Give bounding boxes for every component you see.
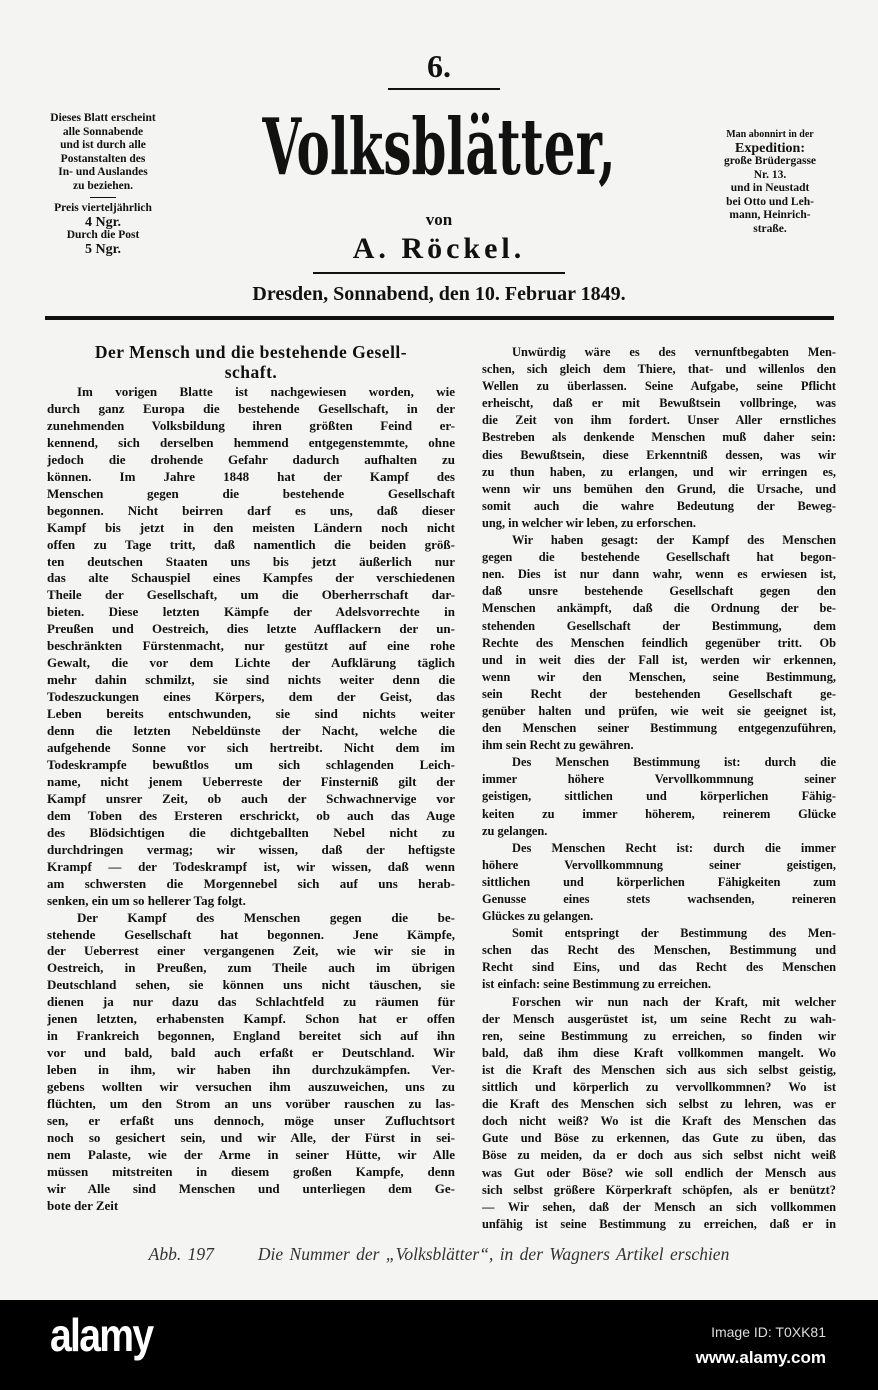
text-line: Gute und Böse zu erkennen, das Gute zu üben, das bbox=[482, 1131, 836, 1146]
text-line: begonnen. Nicht beirren darf es uns, daß dieser bbox=[47, 502, 455, 518]
text-line: daß unsre bestehende Gesellschaft gegen den bbox=[482, 584, 836, 599]
notice-line: Dieses Blatt erscheint bbox=[50, 112, 156, 124]
text-line: Wellen zu überlassen. Seine Aufgabe, seine Pflicht bbox=[482, 379, 836, 394]
text-line: müssen mitstreiten in diesem großen Kampfe, denn bbox=[47, 1163, 455, 1179]
text-line: ihm sein Recht zu gewähren. bbox=[482, 738, 634, 753]
text-line: geistigen, sittlichen und körperlichen Fähig- bbox=[482, 789, 836, 804]
text-line: den Menschen seiner Bestimmung entgegenzuführen, bbox=[482, 721, 836, 736]
text-line: der Ueberrest einer vergangenen Zeit, wie wir sie in bbox=[47, 943, 455, 959]
text-line: jedoch die drohende Gefahr dadurch aufhalten zu bbox=[47, 451, 455, 467]
subscription-notice bbox=[28, 112, 178, 256]
text-line: ist die Kraft des Menschen sich aus sich selbst geistig, bbox=[482, 1062, 836, 1077]
text-line: ten deutschen Staaten uns bis jetzt äußerlich nur bbox=[47, 553, 455, 569]
text-line: sittlich und körperlich zu vervollkommnen? Wo ist bbox=[482, 1080, 836, 1095]
caption-text: Die Nummer der „Volksblätter“, in der Wagners Artikel erschien bbox=[257, 1244, 730, 1264]
caption-label: Abb. 197 bbox=[148, 1244, 214, 1264]
text-line: bieten. Diese letzten Kämpfe der Adelsvorrechte in bbox=[47, 604, 455, 620]
notice-line: Postanstalten des bbox=[60, 152, 146, 165]
notice-divider bbox=[90, 197, 116, 198]
text-line: genüber halten und prüfen, wie weit sie geeignet ist, bbox=[482, 703, 836, 718]
text-line: zu gelangen. bbox=[482, 823, 548, 838]
text-line: name, nicht jenem Ueberreste der Finsterniß gilt der bbox=[47, 773, 455, 789]
paragraph bbox=[47, 910, 455, 1215]
text-line: und in weit dies der Fall ist, werden wir erkennen, bbox=[482, 652, 836, 667]
text-line: — Wir sehen, daß der Mensch an sich vollkommen bbox=[482, 1199, 836, 1214]
text-line: doch nicht weiß? Wo ist die Kraft des Menschen das bbox=[482, 1114, 836, 1129]
text-line: Kampf unsrer Zeit, ob auch der Schwachnervige vor bbox=[47, 790, 455, 806]
post-price: 5 Ngr. bbox=[84, 241, 122, 257]
alamy-logo: alamy bbox=[50, 1309, 153, 1361]
text-line: gegen die bestehende Gesellschaft hat begon- bbox=[482, 550, 836, 565]
text-line: dem Toben des Ersteren erschrickt, ob auch das Auge bbox=[47, 807, 455, 823]
text-line: Menschen gegen die bestehende Gesellschaft bbox=[47, 485, 455, 501]
post-label: Durch die Post bbox=[66, 229, 140, 241]
text-line: mehr dahin schmilzt, sie sind nichts weiter denn die bbox=[47, 672, 455, 688]
text-line: Oestreich, in Preußen, zum Theile auch im übrigen bbox=[47, 960, 455, 976]
notice-line: und ist durch alle bbox=[60, 139, 146, 151]
text-line: durchdringen vermag; wir wissen, daß der heftigste bbox=[47, 841, 455, 857]
text-line: Krampf — der Todeskrampf ist, wir wissen, daß wenn bbox=[47, 858, 455, 874]
header-thick-rule bbox=[45, 316, 834, 320]
issue-number: 6. bbox=[427, 48, 451, 84]
paragraph bbox=[482, 840, 836, 925]
address-line: bei Otto und Leh- bbox=[726, 195, 814, 208]
text-line: Todeszuckungen eines Körpers, dem der Geist, das bbox=[47, 689, 455, 705]
paragraph bbox=[482, 994, 836, 1233]
dateline: Dresden, Sonnabend, den 10. Februar 1849. bbox=[252, 283, 626, 305]
text-line: zunehmenden Volksbildung ihren größten Feind er- bbox=[47, 417, 455, 433]
article-title bbox=[47, 342, 455, 382]
paragraph bbox=[482, 754, 836, 839]
text-line: Kampf bis jetzt in den meisten Ländern noch nicht bbox=[47, 519, 455, 535]
text-line: sein Recht der bestehenden Gesellschaft ge- bbox=[482, 686, 836, 701]
issue-rule bbox=[388, 88, 500, 90]
text-line: denn die letzten Nebeldünste der Nacht, welche die bbox=[47, 723, 455, 739]
masthead-title: Volksblätter, bbox=[262, 102, 616, 193]
text-line: aufgehende Sonne vor sich hertreibt. Nicht dem im bbox=[47, 740, 455, 756]
text-line: senken, ein um so hellerer Tag folgt. bbox=[47, 892, 246, 908]
text-line: erheischt, daß er mit Bewußtsein vollbringe, was bbox=[482, 396, 836, 411]
notice-line: In- und Auslandes bbox=[58, 166, 148, 178]
address-line: große Brüdergasse bbox=[723, 155, 817, 167]
address-line: straße. bbox=[753, 222, 787, 235]
text-line: Somit entspringt der Bestimmung des Men- bbox=[512, 926, 836, 941]
address-line: Nr. 13. bbox=[753, 168, 787, 181]
figure-caption bbox=[0, 1244, 878, 1265]
text-line: keiten zu immer höherem, reinerem Glücke bbox=[482, 806, 836, 821]
expedition-label: Expedition: bbox=[734, 140, 805, 156]
masthead-by: von bbox=[425, 210, 453, 229]
text-line: wenn wir den Menschen, seine Bestimmung, bbox=[482, 669, 836, 684]
paragraph bbox=[482, 925, 836, 993]
text-line: was Gut oder Böse? wie soll endlich der Mensch aus bbox=[482, 1165, 836, 1180]
paragraph bbox=[482, 344, 836, 532]
text-line: Leben bereits entschwunden, sie sind nichts weiter bbox=[47, 706, 455, 722]
text-line: somit auch die wahre Bedeutung der Beweg- bbox=[482, 498, 836, 513]
text-line: Wir haben gesagt: der Kampf des Menschen bbox=[512, 533, 836, 548]
text-line: des Blödsichtigen die dichtgeballten Nebel nicht zu bbox=[47, 824, 455, 840]
text-line: der Mensch ausgerüstet ist, um seine Recht zu wah- bbox=[482, 1011, 836, 1026]
text-line: am schwersten die Morgennebel sich auf uns herab- bbox=[47, 875, 455, 891]
text-line: leben in ihm, wir haben ihn durchzukämpfen. Ver- bbox=[47, 1062, 455, 1078]
text-line: wir Alle sind Menschen und unterliegen dem Ge- bbox=[47, 1180, 455, 1196]
text-line: Bestreben als denkende Menschen muß daher sein: bbox=[482, 430, 836, 445]
watermark-site: www.alamy.com bbox=[695, 1348, 826, 1367]
text-line: Menschen ankämpft, daß die Ordnung der be- bbox=[482, 601, 836, 616]
text-line: Unwürdig wäre es des vernunftbegabten Men- bbox=[512, 345, 836, 359]
price: 4 Ngr. bbox=[84, 214, 122, 230]
text-line: schen das Recht des Menschen, Bestimmung und bbox=[482, 943, 836, 958]
text-line: die Zeit von ihm fordert. Unser Aller ernstliches bbox=[482, 413, 836, 428]
text-line: Glückes zu gelangen. bbox=[482, 909, 594, 924]
author-rule bbox=[313, 272, 565, 274]
text-line: Im vorigen Blatte ist nachgewiesen worden, wie bbox=[77, 384, 455, 399]
image-id: Image ID: T0XK81 bbox=[711, 1324, 826, 1340]
text-line: Recht sind Eins, und das Recht des Menschen bbox=[482, 960, 836, 975]
text-line: bald, daß ihm diese Kraft vollkommen mangelt. Wo bbox=[482, 1045, 836, 1060]
article-title-line: schaft. bbox=[224, 362, 278, 382]
text-line: noch so gesichert sein, und wir Alle, der Fürst in sei- bbox=[47, 1129, 455, 1145]
text-line: immer höhere Vervollkommnung seiner bbox=[482, 772, 836, 787]
text-line: das alte Schauspiel eines Kampfes der verschiedenen bbox=[47, 570, 455, 586]
text-line: Rechte des Menschen feindlich gegenüber tritt. Ob bbox=[482, 635, 836, 650]
notice-line: Man abonnirt in der bbox=[726, 129, 814, 140]
text-line: ung, in welcher wir leben, zu erforschen. bbox=[482, 515, 696, 530]
text-line: dies Bewußtsein, diese Erkenntniß dessen, was wir bbox=[482, 447, 836, 462]
text-line: wenn wir uns bemühen den Grund, die Ursache, und bbox=[482, 481, 836, 496]
price-label: Preis vierteljährlich bbox=[54, 202, 152, 214]
text-line: unfähig ist seine Bestimmung zu erreichen, daß er in bbox=[482, 1216, 836, 1231]
text-line: Theile der Gesellschaft, um die Oberherrschaft dar- bbox=[47, 587, 455, 603]
paragraph bbox=[47, 384, 455, 910]
text-line: können. Im Jahre 1848 hat der Kampf des bbox=[47, 468, 455, 484]
text-line: beschränkten Fürstenmacht, nur gestützt auf eine rohe bbox=[47, 638, 455, 654]
text-line: stehenden Gesellschaft der Bestimmung, dem bbox=[482, 618, 836, 633]
text-line: Böse zu meiden, da er doch aus sich selbst nicht weiß bbox=[482, 1148, 836, 1163]
text-line: vor und bald, bald auch erfaßt er Deutschland. Wir bbox=[47, 1045, 455, 1061]
text-line: bote der Zeit bbox=[47, 1197, 119, 1213]
address-line: mann, Heinrich- bbox=[729, 209, 811, 221]
article-title-line: Der Mensch und die bestehende Gesell- bbox=[94, 342, 408, 362]
text-line: Deutschland sehen, sie können uns nicht täuschen, sie bbox=[47, 977, 455, 993]
text-line: Todeskrampfe bewußtlos um sich schlagenden Leich- bbox=[47, 756, 455, 772]
text-line: Preußen und Oestreich, dies letzte Aufflackern der un- bbox=[47, 621, 455, 637]
masthead-author: A. Röckel. bbox=[352, 232, 526, 265]
article-column-right bbox=[482, 344, 836, 1233]
text-line: jenen letzten, erhabensten Kampf. Schon hat er offen bbox=[47, 1011, 455, 1027]
text-line: Forschen wir nun nach der Kraft, mit welcher bbox=[512, 994, 836, 1009]
article-column-left bbox=[47, 384, 455, 1215]
text-line: schen, sich gleich dem Thiere, that- und willenlos den bbox=[482, 362, 836, 377]
text-line: nem Palaste, wie der Arme in seiner Hütte, wir Alle bbox=[47, 1146, 455, 1162]
text-line: flüchten, um den Strom an uns vorüber rauschen zu las- bbox=[47, 1096, 455, 1112]
paragraph bbox=[482, 532, 836, 754]
text-line: sich selbst größere Körperkraft schöpfen, als er benützt? bbox=[482, 1182, 836, 1197]
text-line: gebens wollten wir versuchen ihm auszuweichen, uns zu bbox=[47, 1079, 455, 1095]
text-line: sittlichen und körperlichen Fähigkeiten zum bbox=[482, 874, 836, 889]
text-line: durch ganz Europa die bestehende Gesellschaft, in der bbox=[47, 400, 455, 416]
text-line: ist einfach: seine Bestimmung zu erreichen. bbox=[482, 977, 711, 992]
text-line: höhere Vervollkommnung seiner geistigen, bbox=[482, 857, 836, 872]
text-line: Der Kampf des Menschen gegen die be- bbox=[77, 909, 455, 925]
text-line: stehende Gesellschaft hat begonnen. Jene Kämpfe, bbox=[47, 926, 455, 942]
text-line: offen zu Tage tritt, daß namentlich die beiden größ- bbox=[47, 536, 455, 552]
text-line: die Kraft des Menschen sich selbst zu lehren, was er bbox=[482, 1097, 836, 1112]
text-line: dienen ja nur dazu das Schlachtfeld zu räumen für bbox=[47, 994, 455, 1010]
text-line: kennend, sich derselben hemmend entgegenstemmte, ohne bbox=[47, 434, 455, 450]
text-line: ren, seine Bestimmung zu erreichen, so finden wir bbox=[482, 1028, 836, 1043]
text-line: nen. Dies ist nur dann wahr, wenn es erwiesen ist, bbox=[482, 567, 836, 582]
notice-line: zu beziehen. bbox=[72, 179, 134, 192]
address-line: und in Neustadt bbox=[730, 182, 810, 194]
text-line: zu thun haben, zu erlangen, und wir erringen es, bbox=[482, 464, 836, 479]
expedition-notice bbox=[700, 128, 840, 236]
text-line: Des Menschen Recht ist: durch die immer bbox=[512, 840, 836, 855]
text-line: Genusse eines stets wachsenden, reineren bbox=[482, 892, 836, 906]
notice-line: alle Sonnabende bbox=[62, 125, 144, 138]
text-line: in Frankreich begonnen, England bereitet sich auf ihn bbox=[47, 1028, 455, 1044]
text-line: sen, er erfaßt uns dennoch, möge unser Zufluchtsort bbox=[47, 1112, 455, 1128]
text-line: Gewalt, die vor dem Lichte der Aufklärung täglich bbox=[47, 655, 455, 671]
text-line: Des Menschen Bestimmung ist: durch die bbox=[512, 755, 836, 770]
